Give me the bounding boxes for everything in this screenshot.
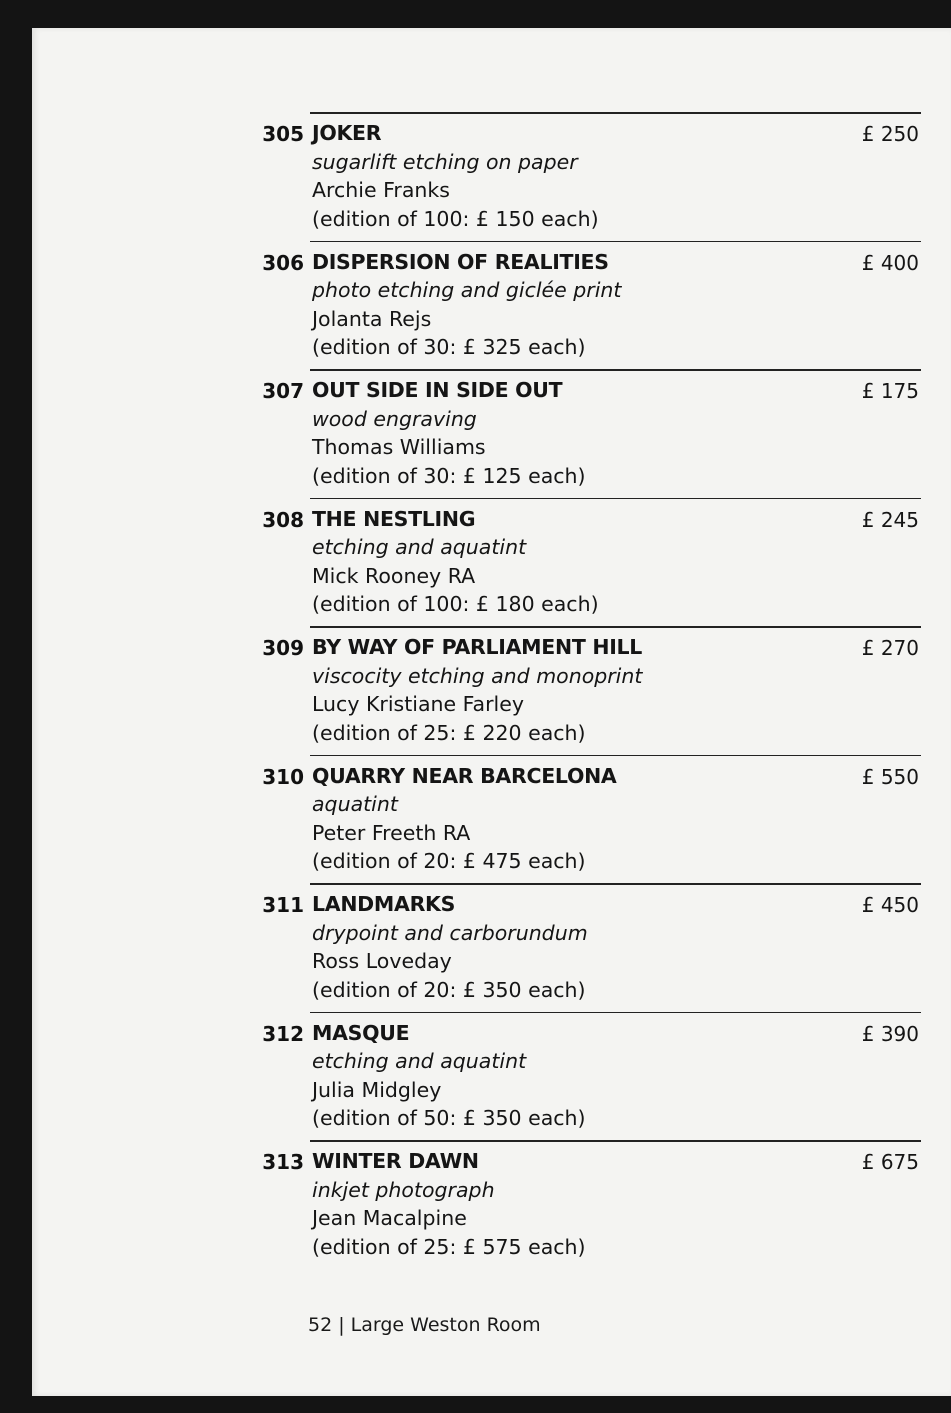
entry-edition: (edition of 100: £ 150 each) bbox=[312, 206, 599, 231]
entry-medium: viscocity etching and monoprint bbox=[312, 663, 643, 688]
entry-price: £ 450 bbox=[861, 893, 919, 917]
entry-artist: Lucy Kristiane Farley bbox=[312, 692, 524, 716]
entry-number: 308 bbox=[262, 507, 304, 532]
entry-artist: Jolanta Rejs bbox=[312, 306, 432, 331]
entry-title: JOKER bbox=[312, 121, 382, 145]
entry-details bbox=[312, 505, 599, 619]
entry-edition: (edition of 25: £ 575 each) bbox=[312, 1234, 586, 1259]
catalogue-entry bbox=[32, 1140, 951, 1269]
entry-number: 313 bbox=[262, 1150, 304, 1174]
entry-title: OUT SIDE IN SIDE OUT bbox=[312, 378, 563, 402]
entry-number: 312 bbox=[262, 1021, 304, 1046]
entry-details bbox=[312, 1019, 586, 1133]
entry-edition: (edition of 20: £ 475 each) bbox=[312, 849, 586, 873]
entry-edition: (edition of 25: £ 220 each) bbox=[312, 720, 586, 745]
entry-edition: (edition of 20: £ 350 each) bbox=[312, 977, 586, 1002]
entry-edition: (edition of 50: £ 350 each) bbox=[312, 1106, 586, 1130]
entry-number: 309 bbox=[262, 636, 304, 660]
entry-details bbox=[312, 376, 586, 490]
entry-artist: Mick Rooney RA bbox=[312, 563, 476, 588]
entry-details bbox=[312, 890, 588, 1004]
catalogue-entry bbox=[32, 883, 951, 1012]
entry-edition: (edition of 100: £ 180 each) bbox=[312, 592, 599, 616]
entry-details bbox=[312, 633, 642, 747]
entry-number: 307 bbox=[262, 379, 304, 403]
catalogue-page bbox=[32, 28, 951, 1396]
entry-title: MASQUE bbox=[312, 1020, 410, 1045]
entry-medium: aquatint bbox=[312, 792, 398, 816]
entry-medium: drypoint and carborundum bbox=[312, 920, 588, 945]
entry-price: £ 175 bbox=[861, 379, 919, 403]
entry-title: DISPERSION OF REALITIES bbox=[312, 249, 609, 274]
entry-medium: etching and aquatint bbox=[312, 535, 527, 559]
entry-price: £ 390 bbox=[861, 1021, 919, 1046]
divider bbox=[310, 241, 921, 243]
entry-artist: Thomas Williams bbox=[312, 435, 486, 459]
divider bbox=[310, 1012, 921, 1014]
entry-artist: Jean Macalpine bbox=[312, 1206, 467, 1230]
divider bbox=[310, 498, 921, 500]
divider bbox=[310, 626, 921, 628]
entry-number: 306 bbox=[262, 250, 304, 275]
entry-number: 310 bbox=[262, 764, 304, 789]
entry-artist: Ross Loveday bbox=[312, 949, 452, 973]
divider bbox=[310, 369, 921, 371]
divider bbox=[310, 112, 921, 114]
entry-price: £ 550 bbox=[861, 764, 919, 789]
entry-price: £ 400 bbox=[861, 250, 919, 275]
divider bbox=[310, 1140, 921, 1142]
entry-artist: Peter Freeth RA bbox=[312, 820, 471, 845]
entry-medium: etching and aquatint bbox=[312, 1049, 527, 1073]
page-footer: 52 | Large Weston Room bbox=[308, 1314, 541, 1336]
entry-edition: (edition of 30: £ 325 each) bbox=[312, 335, 586, 359]
entry-details bbox=[312, 248, 621, 362]
entry-price: £ 245 bbox=[861, 507, 919, 532]
entry-price: £ 270 bbox=[861, 636, 919, 660]
catalogue-entry bbox=[32, 755, 951, 884]
entry-artist: Julia Midgley bbox=[312, 1077, 442, 1102]
catalogue-entry bbox=[32, 626, 951, 755]
entry-price: £ 250 bbox=[861, 122, 919, 146]
entry-artist: Archie Franks bbox=[312, 178, 450, 202]
divider bbox=[310, 883, 921, 885]
entry-medium: wood engraving bbox=[312, 406, 477, 431]
entry-medium: inkjet photograph bbox=[312, 1177, 495, 1202]
entry-price: £ 675 bbox=[861, 1150, 919, 1174]
entry-title: BY WAY OF PARLIAMENT HILL bbox=[312, 635, 643, 659]
entry-title: LANDMARKS bbox=[312, 892, 456, 916]
entry-details bbox=[312, 1147, 586, 1261]
entry-number: 311 bbox=[262, 893, 304, 917]
entry-details bbox=[312, 762, 617, 876]
entry-edition: (edition of 30: £ 125 each) bbox=[312, 463, 586, 488]
entry-title: THE NESTLING bbox=[312, 506, 476, 531]
catalogue-entry bbox=[32, 369, 951, 498]
catalogue-entry bbox=[32, 498, 951, 627]
entry-details bbox=[312, 119, 599, 233]
divider bbox=[310, 755, 921, 757]
entry-medium: sugarlift etching on paper bbox=[312, 149, 578, 174]
catalogue-entry bbox=[32, 112, 951, 241]
catalogue-entry bbox=[32, 241, 951, 370]
entry-title: WINTER DAWN bbox=[312, 1149, 479, 1173]
catalogue-entry bbox=[32, 1012, 951, 1141]
entry-medium: photo etching and giclée print bbox=[312, 278, 622, 302]
entry-number: 305 bbox=[262, 122, 304, 146]
catalogue-list bbox=[32, 112, 951, 1269]
entry-title: QUARRY NEAR BARCELONA bbox=[312, 763, 617, 788]
